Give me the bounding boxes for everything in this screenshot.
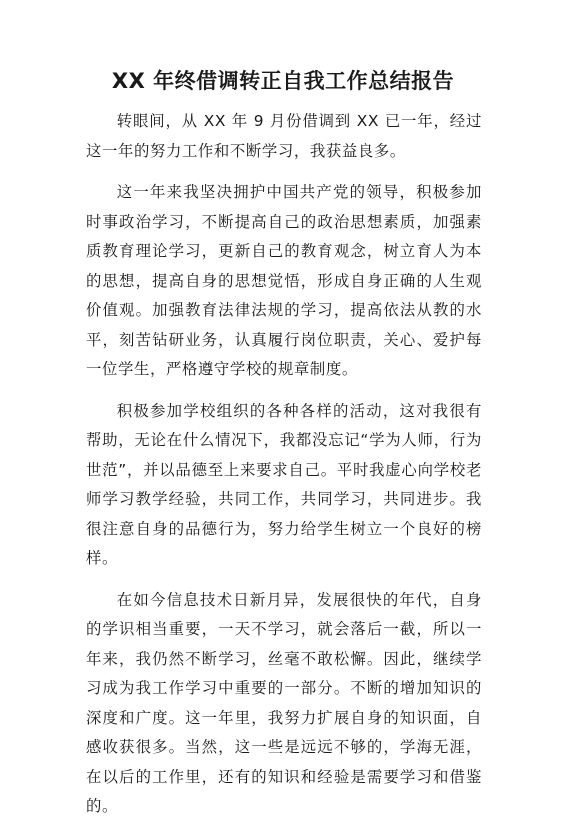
paragraph-2: 这一年来我坚决拥护中国共产党的领导，积极参加时事政治学习，不断提高自己的政治思想素质，加强素质教育理论学习，更新自己的教育观念，树立育人为本的思想，提高自身的思想觉悟，形成自身正确的人生观价值观。加强教育法律法规的学习，提高依法从教的水平，刻苦钻研业务，认真履行岗位职责，关心、爱护每一位学生，严格遵守学校的规章制度。 [86,183,482,378]
paragraph-1: 转眼间，从 XX 年 9 月份借调到 XX 已一年，经过这一年的努力工作和不断学习，我获益良多。 [86,112,482,160]
paragraph-3: 积极参加学校组织的各种各样的活动，这对我很有帮助，无论在什么情况下，我都没忘记“学为人师，行为世范”，并以品德至上来要求自己。平时我虚心向学校老师学习教学经验，共同工作，共同学习，共同进步。我很注意自身的品德行为，努力给学生树立一个良好的榜样。 [86,401,482,567]
document-body [86,107,482,834]
paragraph-4: 在如今信息技术日新月异，发展很快的年代，自身的学识相当重要，一天不学习，就会落后一截，所以一年来，我仍然不断学习，丝毫不敢松懈。因此，继续学习成为我工作学习中重要的一部分。不断的增加知识的深度和广度。这一年里，我努力扩展自身的知识面，自感收获很多。当然，这一些是远远不够的，学海无涯，在以后的工作里，还有的知识和经验是需要学习和借鉴的。 [86,590,482,815]
document-title: XX 年终借调转正自我工作总结报告 [111,69,455,93]
